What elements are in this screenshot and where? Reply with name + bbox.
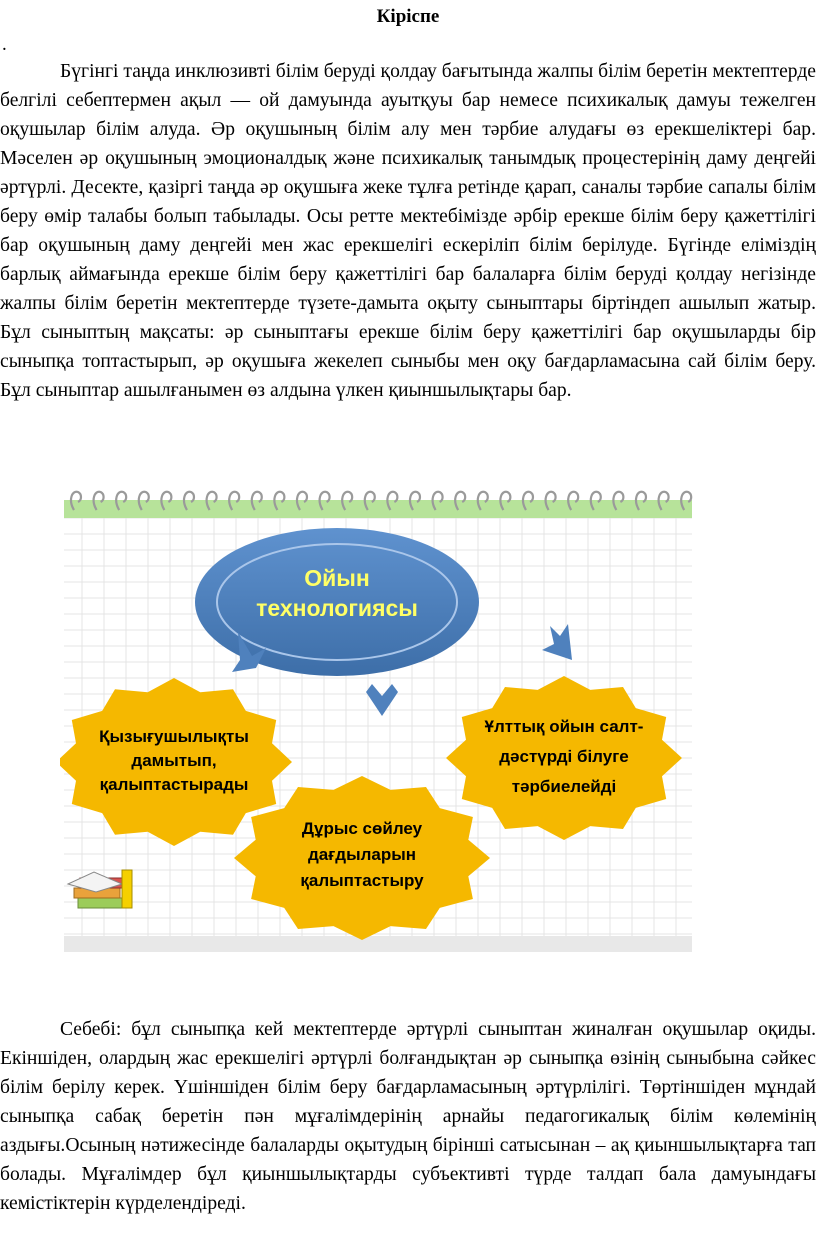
top-green-bar xyxy=(64,500,692,518)
middle-line-1: Дұрыс сөйлеу xyxy=(301,819,423,838)
left-line-1: Қызығушылықты xyxy=(99,727,249,746)
page-title: Кіріспе xyxy=(376,6,440,27)
bottom-bar xyxy=(64,936,692,952)
center-line-1: Ойын xyxy=(304,565,370,591)
diagram-figure xyxy=(60,486,696,960)
middle-line-3: қалыптастыру xyxy=(300,871,424,890)
stray-dot: . xyxy=(2,34,7,55)
left-line-2: дамытып, xyxy=(131,751,217,770)
right-line-3: тәрбиелейді xyxy=(511,777,617,796)
left-line-3: қалыптастырады xyxy=(99,775,249,794)
right-line-2: дәстүрді білуге xyxy=(499,747,629,766)
intro-paragraph: Бүгінгі таңда инклюзивті білім беруді қолдау бағытында жалпы білім беретін мектептерде белгілі себептермен ақыл — ой дамуында ауытқуы бар немесе психикалық дамуы тежелген оқушылар білім алуда. Әр оқушының білім алу мен тәрбие алудағы өз ерекшеліктері бар. Мәселен әр оқушының эмоционалдық және психикалық танымдық процестерінің даму деңгейі әртүрлі. Десекте, қазіргі таңда әр оқушыға жеке тұлға ретінде қарап, саналы тәрбие сапалы білім беру өмір талабы болып табылады. Осы ретте мектебімізде әрбір ерекше білім беру қажеттілігі бар оқушының даму деңгейі мен жас ерекшелігі ескеріліп білім берілуде. Бүгінде еліміздің барлық аймағында ерекше білім беру қажеттілігі бар балаларға білім беруді қолдау негізінде жалпы білім беретін мектептерде түзете-дамыта оқыту сыныптары біртіндеп ашылып жатыр. Бұл сыныптың мақсаты: әр сыныптағы ерекше білім беру қажеттілігі бар оқушыларды бір сыныпқа топтастырып, әр оқушыға жекелеп сыныбы мен оқу бағдарламасына сай білім беру. Бұл сыныптар ашылғанымен өз алдына үлкен қиыншылықтары бар. xyxy=(0,61,816,401)
center-line-2: технологиясы xyxy=(256,595,418,621)
diagram-svg xyxy=(60,486,696,960)
middle-line-2: дағдыларын xyxy=(307,845,417,864)
conclusion-paragraph: Себебі: бұл сыныпқа кей мектептерде әртүрлі сыныптан жиналған оқушылар оқиды. Екіншіден, олардың жас ерекшелігі әртүрлі болғандықтан әр сыныпқа өзінің сыныбына сәйкес білім берілу керек. Үшіншіден білім беру бағдарламасының әртүрлілігі. Төртіншіден мұндай сыныпқа сабақ беретін пән мұғалімдерінің арнайы педагогикалық білім көлемінің аздығы.Осының нәтижесінде балаларды оқытудың бірінші сатысынан – ақ қиыншылықтарға тап болады. Мұғалімдер бұл қиыншылықтарды субъективті түрде талдап бала дамуындағы кемістіктерін күрделендіреді. xyxy=(0,1019,816,1214)
right-line-1: Ұлттық ойын салт- xyxy=(484,717,644,736)
